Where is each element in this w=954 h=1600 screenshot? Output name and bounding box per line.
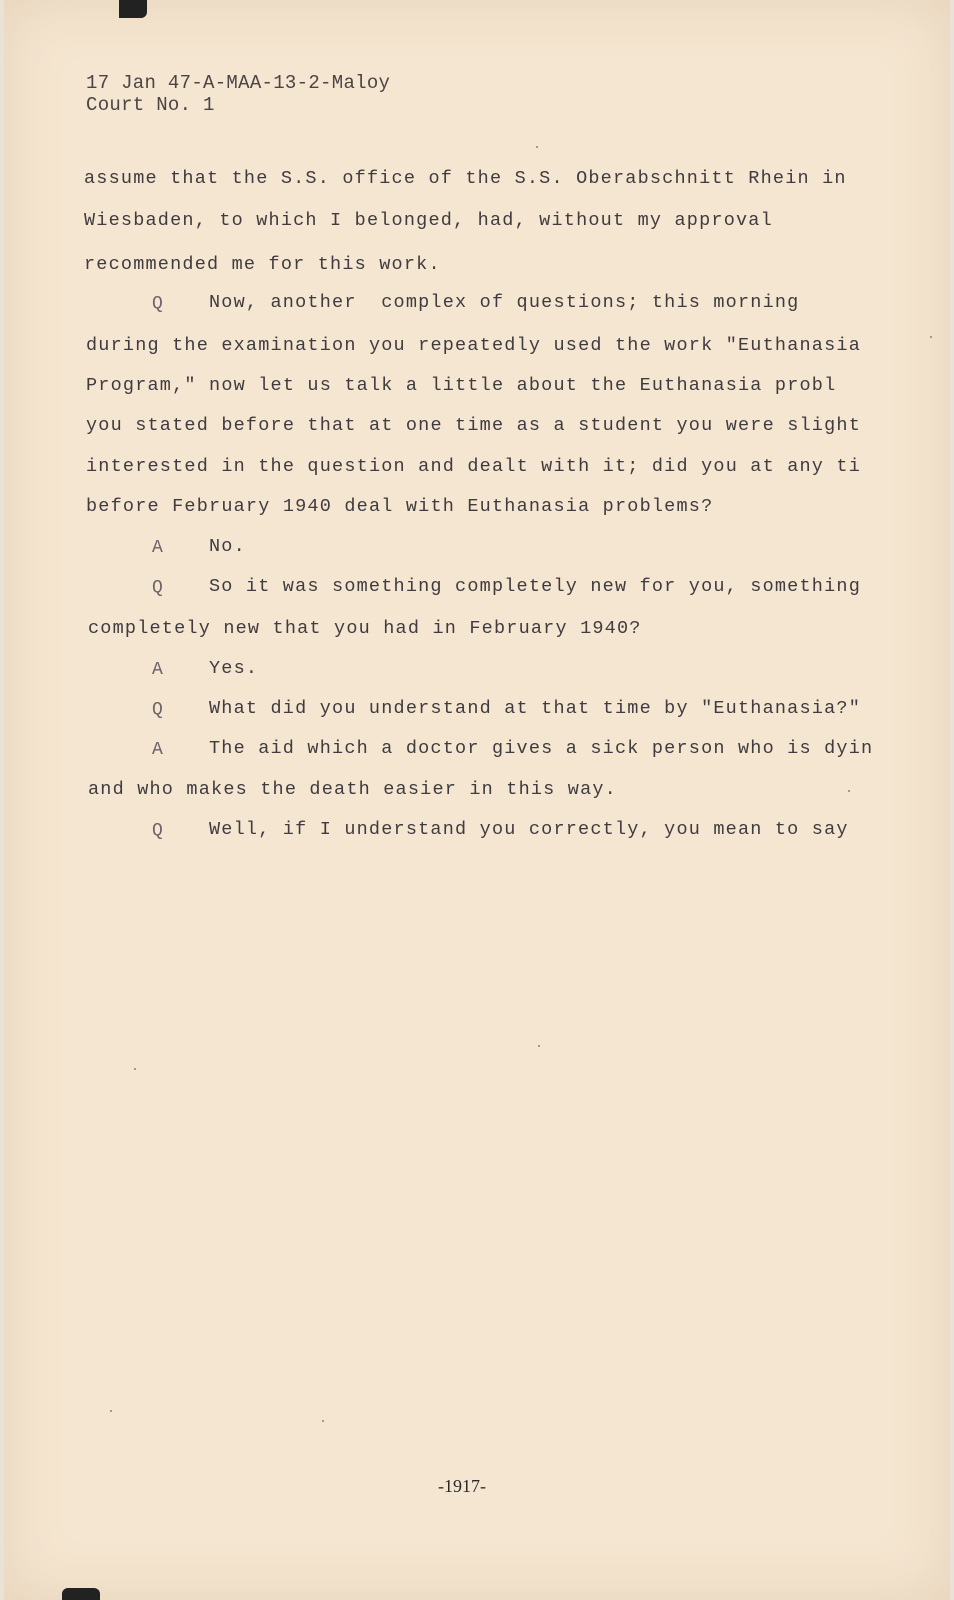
speaker-label: A — [152, 660, 163, 680]
document-page — [4, 0, 950, 1600]
paper-speck — [110, 1410, 112, 1412]
transcript-line: assume that the S.S. office of the S.S. Oberabschnitt Rhein in — [84, 168, 847, 189]
transcript-line: and who makes the death easier in this way. — [88, 779, 617, 800]
transcript-line: recommended me for this work. — [84, 254, 441, 275]
transcript-line: Yes. — [209, 658, 259, 679]
page-number: -1917- — [438, 1476, 486, 1496]
speaker-label: A — [152, 740, 163, 760]
transcript-line: The aid which a doctor gives a sick person who is dyin — [209, 738, 874, 759]
header-docket: 17 Jan 47-A-MAA-13-2-Maloy — [86, 72, 391, 94]
transcript-line: So it was something completely new for you, something — [209, 576, 861, 597]
paper-speck — [538, 1045, 540, 1047]
document-header — [86, 72, 390, 116]
paper-speck — [930, 336, 932, 338]
speaker-label: Q — [152, 294, 163, 314]
transcript-line: you stated before that at one time as a student you were slight — [86, 415, 862, 436]
transcript-line: Now, another complex of questions; this morning — [209, 292, 800, 313]
transcript-line: during the examination you repeatedly used the work "Euthanasia — [86, 335, 862, 356]
speaker-label: A — [152, 538, 163, 558]
speaker-label: Q — [152, 700, 163, 720]
paper-speck — [536, 146, 538, 148]
page-edge-tab — [119, 0, 147, 18]
transcript-line: What did you understand at that time by "Euthanasia?" — [209, 698, 861, 719]
speaker-label: Q — [152, 578, 163, 598]
transcript-line: Well, if I understand you correctly, you mean to say — [209, 819, 849, 840]
transcript-line: interested in the question and dealt with it; did you at any ti — [86, 456, 862, 477]
transcript-line: Wiesbaden, to which I belonged, had, without my approval — [84, 210, 773, 231]
paper-speck — [322, 1420, 324, 1422]
transcript-line: Program," now let us talk a little about the Euthanasia probl — [86, 375, 837, 396]
transcript-line: completely new that you had in February 1940? — [88, 618, 642, 639]
paper-speck — [134, 1068, 136, 1070]
header-court: Court No. 1 — [86, 94, 215, 116]
page-edge-tab-bottom — [62, 1588, 100, 1600]
paper-speck — [848, 790, 850, 792]
speaker-label: Q — [152, 821, 163, 841]
transcript-line: before February 1940 deal with Euthanasia problems? — [86, 496, 714, 517]
transcript-line: No. — [209, 536, 246, 557]
